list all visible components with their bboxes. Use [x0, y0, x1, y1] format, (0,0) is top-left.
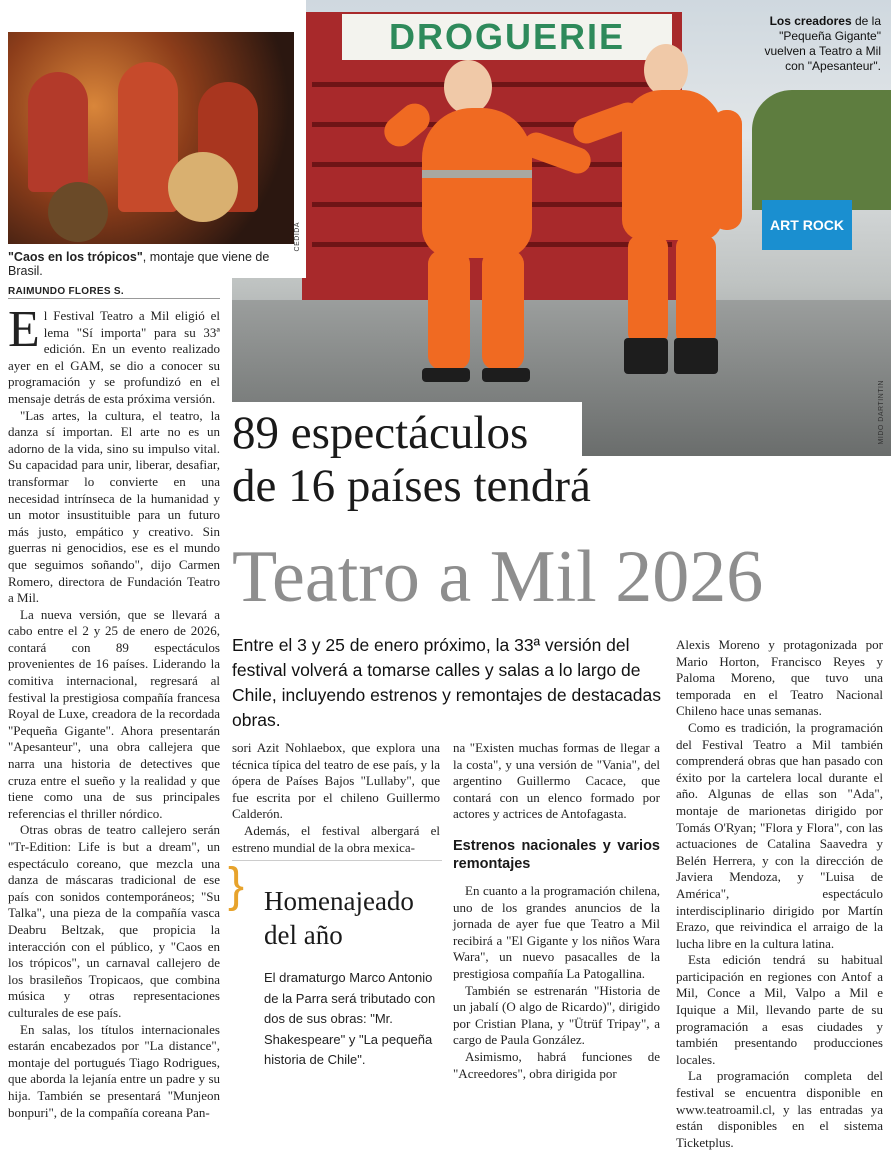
col4-p4: La programación completa del festival se encuentra disponible en www.teatroamil.cl, y las entradas ya están disponibles en el sistema Ticketplus. — [676, 1068, 883, 1150]
col2-p1: sori Azit Nohlaebox, que explora una técnica típica del teatro de ese país, y la ópera de Países Bajos "Lullaby", que fue escrita por el chileno Guillermo Calderón. — [232, 740, 440, 822]
background-trees — [752, 90, 891, 210]
lead-paragraph: Entre el 3 y 25 de enero próximo, la 33ª versión del festival volverá a tomarse calles y salas a lo largo de Chile, incluyendo estrenos y remontajes de destacadas obras. — [232, 635, 661, 730]
col1-p3: La nueva versión, que se llevará a cabo entre el 2 y 25 de enero de 2026, contará con 89 espectáculos provenientes de 16 países. Liderando la comitiva internacional, regresará al festival la prestigiosa compañía francesa Royal de Luxe, creadora de la recordada "Pequeña Gigante". Ahora presentarán "Apesanteur", una obra callejera que narra una historia de detectives que cruza entre el sueño y la realidad y que tiene como una de sus principales referencias el thriller nórdico. — [8, 606, 220, 821]
performer-right — [562, 40, 762, 380]
photo-caption — [755, 14, 881, 74]
col4-p2: Como es tradición, la programación del Festival Teatro a Mil también comprenderá obras que han pasado con éxito por la cartelera local durante el año. Algunas de ellas son "Ada", montaje de marionetas dirigido por Tomás O'Ryan; "Flora y Flora", con las actuaciones de Catalina Saavedra y Belén Herrera, y con la dirección de Javiera Mendoza, y "Luisa de América", espectáculo interdisciplinario dirigido por Martín Erazo, que reivindica el arraigo de la lucha libre en la cultura latina. — [676, 719, 883, 951]
col3-p3: También se estrenarán "Historia de un jabalí (O algo de Ricardo)", dirigido por Cristian Plana, y "Ütrüf Tripay", a cargo de Paula González. — [453, 982, 660, 1048]
col3-p2: En cuanto a la programación chilena, uno de los grandes anuncios de la jornada de ayer fue que Teatro a Mil recibirá a "El Gigante y los niños Wara Wara", un nuevo pasacalles de la prestigiosa compañía La Patogallina. — [453, 882, 660, 981]
art-banner: ART ROCK — [762, 200, 852, 250]
photo-caption-text: de la "Pequeña Gigante" vuelven a Teatro a Mil con "Apesanteur". — [764, 14, 881, 73]
headline-line-1: 89 espectáculos — [232, 407, 529, 459]
col2-p2: Además, el festival albergará el estreno mundial de la obra mexica- — [232, 822, 440, 855]
inset-caption — [8, 250, 304, 278]
byline: RAIMUNDO FLORES S. — [8, 286, 124, 297]
col4-p1: Alexis Moreno y protagonizada por Mario Horton, Francisco Reyes y Paloma Moreno, que tuvo una temporada en el Teatro Nacional Chileno hace unas semanas. — [676, 637, 883, 719]
store-sign: DROGUERIE — [342, 14, 672, 60]
column-4 — [676, 637, 883, 1151]
col1-p4: Otras obras de teatro callejero serán "Tr-Edition: Life is but a dream", un espectáculo coreano, que mezcla una danza de máscaras tradicional de ese país con sonidos contemporáneos; "Su Talka", una pieza de la compañía vasca Deabru Beltzak, que propicia la interacción con el público, y "Caos en los trópicos", un carnaval callejero de los brasileños Tropicaos, que combina música y otras representaciones culturales de ese país. — [8, 822, 220, 1020]
box-title: Homenajeado del año — [264, 886, 414, 950]
box-rule — [232, 860, 442, 861]
photo-credit: MIDO DARTINTIN — [878, 380, 885, 445]
headline-line-3: Teatro a Mil 2026 — [232, 536, 764, 618]
col3-p4: Asimismo, habrá funciones de "Acreedores", obra dirigida por — [453, 1048, 660, 1081]
box-text: El dramaturgo Marco Antonio de la Parra será tributado con dos de sus obras: "Mr. Shakespeare" y "La pequeña historia de Chile". — [264, 970, 436, 1067]
headline-line-2: de 16 países tendrá — [232, 460, 591, 512]
col4-p3: Esta edición tendrá su habitual participación en regiones con Antof a Mil, Conce a Mil, Valpo a Mil e Iquique a Mil, llevando parte de su programación a esas ciudades y también presentando producciones locales. — [676, 952, 883, 1067]
performer-left — [382, 50, 582, 390]
column-2 — [232, 740, 440, 856]
inset-photo — [8, 32, 294, 244]
byline-rule — [8, 298, 220, 299]
col3-subhead: Estrenos nacionales y varios remontajes — [453, 837, 660, 872]
dropcap: E — [8, 301, 40, 358]
col3-p1: na "Existen muchas formas de llegar a la costa", y una versión de "Vania", del argentino Guillermo Cacace, que contará con un elenco formado por actores y actrices de Antofagasta. — [453, 740, 660, 822]
column-3 — [453, 740, 660, 1082]
inset-credit: CEDIDA — [294, 222, 301, 252]
photo-caption-bold: Los creadores — [769, 14, 852, 28]
brace-icon: } — [228, 859, 245, 912]
col1-p5: En salas, los títulos internacionales estarán encabezados por "La distance", montaje del portugués Tiago Rodrigues, que aborda la lejanía entre un padre y su hija. También se presentará "Munjeon bonpuri", de la compañía coreana Pan- — [8, 1021, 220, 1120]
column-1 — [8, 301, 220, 1121]
inset-caption-text: , montaje que viene de Brasil. — [8, 250, 270, 278]
col1-p2: "Las artes, la cultura, el teatro, la danza sí importan. El arte no es un adorno de la vida, sino su impulso vital. Su capacidad para unir, liberar, desafiar, transformar lo convierte en una necesidad intrínseca de la humanidad y un motor insustituible para un futuro más justo, empático y creativo. Sin guerras ni genocidios, ese es el mundo que seguimos soñando", dijo Carmen Romero, directora de Fundación Teatro a Mil. — [8, 407, 220, 606]
col1-p1: l Festival Teatro a Mil eligió el lema "Sí importa" para su 33ª edición. En un evento realizado ayer en el GAM, se dio a conocer su programación y se profundizó en el mensaje detrás de esta próxima versión. — [8, 308, 220, 406]
inset-caption-bold: "Caos en los trópicos" — [8, 250, 143, 264]
